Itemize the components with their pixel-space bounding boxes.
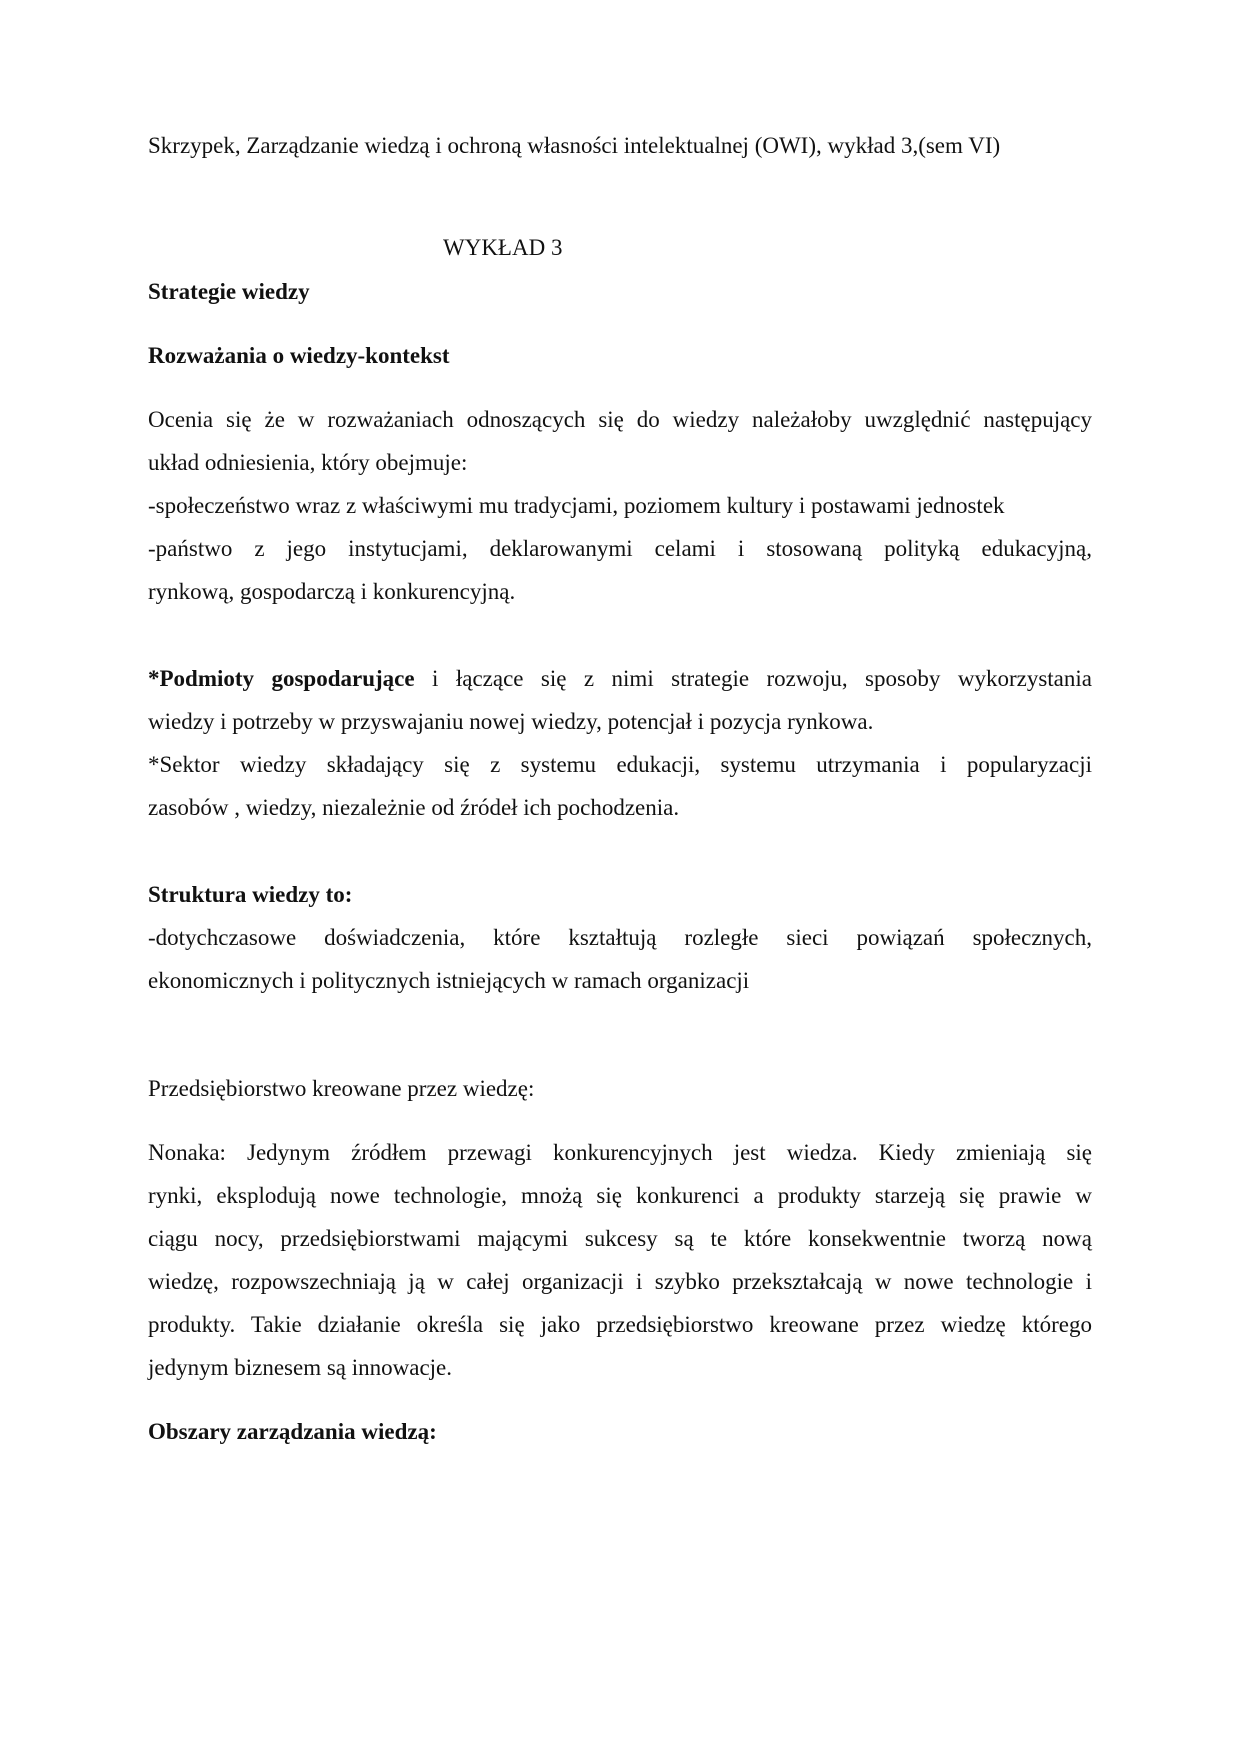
para4-line6: jedynym biznesem są innowacje. xyxy=(148,1355,453,1380)
para2-line2: wiedzy i potrzeby w przyswajaniu nowej wiedzy, potencjał i pozycja rynkowa. xyxy=(148,709,874,734)
lecture-title: WYKŁAD 3 xyxy=(443,235,563,260)
para1-line4: -państwo z jego instytucjami, deklarowanymi celami i stosowaną polityką edukacyjną, xyxy=(148,536,1092,561)
para1-line2: układ odniesienia, który obejmuje: xyxy=(148,450,468,475)
document-header: Skrzypek, Zarządzanie wiedzą i ochroną własności intelektualnej (OWI), wykład 3,(sem VI) xyxy=(148,133,1001,158)
para4-line5: produkty. Takie działanie określa się jako przedsiębiorstwo kreowane przez wiedzę którego xyxy=(148,1312,1092,1337)
para1-line5: rynkową, gospodarczą i konkurencyjną. xyxy=(148,579,516,604)
para1-line3: -społeczeństwo wraz z właściwymi mu tradycjami, poziomem kultury i postawami jednostek xyxy=(148,493,1005,518)
para3-line2: ekonomicznych i politycznych istniejących w ramach organizacji xyxy=(148,968,750,993)
para2-line1 xyxy=(148,664,1092,694)
para4-line3: ciągu nocy, przedsiębiorstwami mającymi sukcesy są te które konsekwentnie tworzą nową xyxy=(148,1226,1092,1251)
para4-line4: wiedzę, rozpowszechniają ją w całej organizacji i szybko przekształcają w nowe technologie i xyxy=(148,1269,1092,1294)
para4-line2: rynki, eksplodują nowe technologie, mnożą się konkurenci a produkty starzeją się prawie w xyxy=(148,1183,1092,1208)
para2-line4: zasobów , wiedzy, niezależnie od źródeł ich pochodzenia. xyxy=(148,795,680,820)
para2-line1-rest: i łączące się z nimi strategie rozwoju, sposoby wykorzystania xyxy=(414,666,1092,691)
heading-context: Rozważania o wiedzy-kontekst xyxy=(148,343,450,368)
subheading-enterprise: Przedsiębiorstwo kreowane przez wiedzę: xyxy=(148,1076,535,1101)
heading-areas: Obszary zarządzania wiedzą: xyxy=(148,1419,437,1444)
para1-line1: Ocenia się że w rozważaniach odnoszących się do wiedzy należałoby uwzględnić następujący xyxy=(148,407,1092,432)
para4-line1: Nonaka: Jedynym źródłem przewagi konkurencyjnych jest wiedza. Kiedy zmieniają się xyxy=(148,1140,1092,1165)
para2-line3: *Sektor wiedzy składający się z systemu edukacji, systemu utrzymania i popularyzacji xyxy=(148,752,1092,777)
heading-structure: Struktura wiedzy to: xyxy=(148,882,353,907)
para2-bold-lead: *Podmioty gospodarujące xyxy=(148,666,415,691)
heading-strategies: Strategie wiedzy xyxy=(148,279,310,304)
para3-line1: -dotychczasowe doświadczenia, które kształtują rozległe sieci powiązań społecznych, xyxy=(148,925,1092,950)
